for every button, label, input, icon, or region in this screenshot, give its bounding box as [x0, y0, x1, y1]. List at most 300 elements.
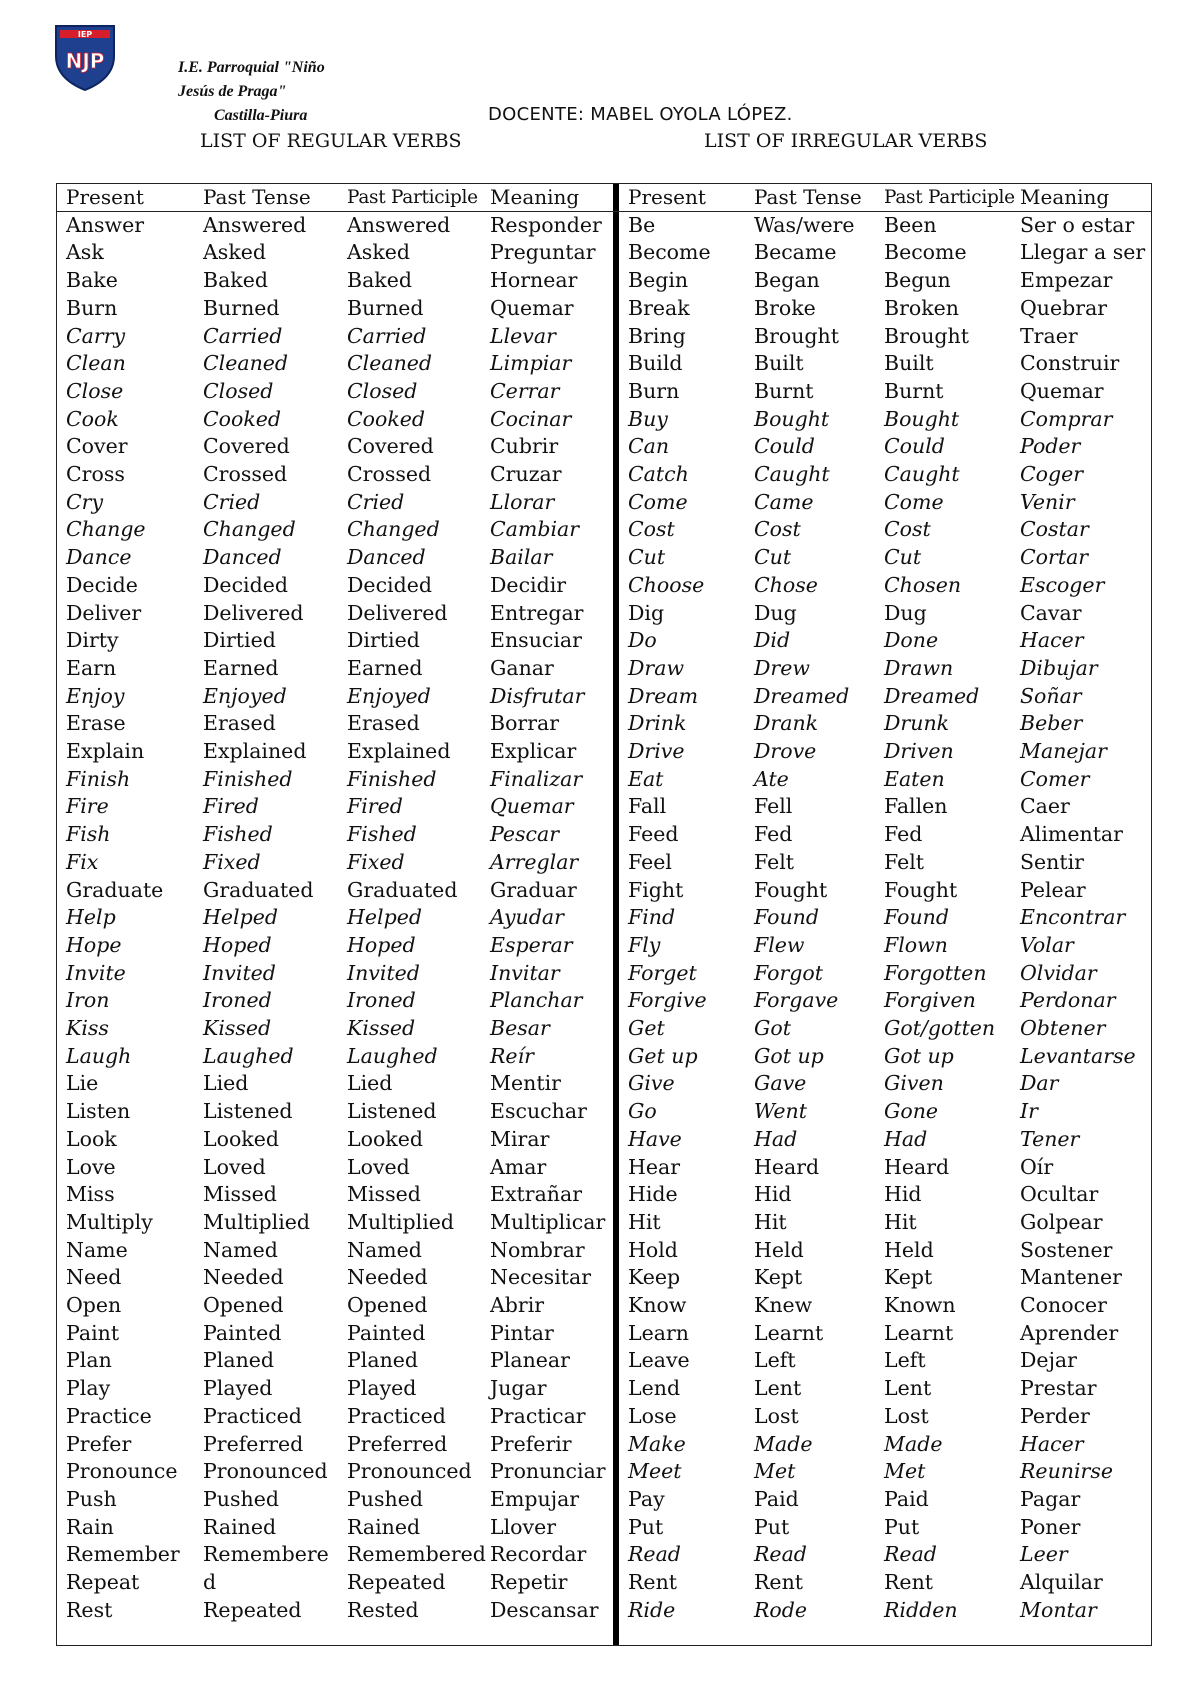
irregular-meaning-cell: Caer: [1020, 794, 1070, 819]
regular-past-participle-cell: Graduated: [347, 877, 458, 902]
regular-meaning-cell: Repetir: [490, 1570, 568, 1594]
regular-past-participle-cell: Enjoyed: [347, 683, 431, 708]
irregular-past-tense-cell: Paid: [754, 1486, 799, 1511]
regular-present-cell: Invite: [66, 960, 126, 985]
irregular-present-cell: Ride: [628, 1597, 676, 1622]
regular-present-cell: Cross: [66, 462, 125, 486]
regular-present-cell: Dirty: [66, 628, 119, 653]
regular-meaning-cell: Mirar: [490, 1126, 550, 1151]
irregular-past-tense-cell: Got: [754, 1016, 791, 1040]
regular-present-cell: Multiply: [66, 1209, 153, 1234]
irregular-past-participle-cell: Drawn: [884, 655, 954, 680]
irregular-past-participle-cell: Read: [884, 1542, 937, 1567]
table-row: [57, 267, 1151, 295]
irregular-past-tense-cell: Hid: [754, 1182, 792, 1207]
table-row: [57, 1209, 1151, 1237]
regular-past-participle-cell: Burned: [347, 295, 424, 320]
regular-past-participle-cell: Pushed: [347, 1486, 423, 1511]
irregular-past-tense-cell: Bought: [754, 406, 830, 431]
irregular-past-tense-cell: Cost: [754, 517, 801, 542]
regular-past-tense-cell: Cleaned: [203, 351, 289, 376]
regular-meaning-cell: Esperar: [490, 932, 573, 957]
regular-past-tense-cell: Hoped: [203, 932, 272, 957]
regular-past-tense-cell: Practiced: [203, 1403, 302, 1428]
regular-meaning-cell: Llevar: [490, 323, 556, 348]
regular-past-tense-cell: Cooked: [203, 406, 282, 431]
regular-past-participle-cell: Needed: [347, 1265, 428, 1290]
school-logo: [50, 22, 360, 124]
irregular-meaning-cell: Llegar a ser: [1020, 240, 1146, 265]
irregular-past-participle-cell: Made: [884, 1431, 943, 1456]
regular-past-tense-cell: Loved: [203, 1154, 266, 1179]
irregular-past-tense-cell: Burnt: [754, 378, 814, 403]
school-name-line2: Castilla-Piura: [214, 107, 308, 124]
regular-meaning-cell: Hornear: [490, 268, 578, 293]
regular-past-tense-cell: Preferred: [203, 1431, 304, 1456]
irregular-past-participle-cell: Brought: [884, 323, 969, 348]
irregular-present-cell: Drink: [628, 711, 687, 736]
regular-present-cell: Name: [66, 1237, 128, 1262]
table-row: [57, 987, 1151, 1015]
regular-meaning-cell: Cocinar: [490, 406, 572, 431]
regular-meaning-cell: Ensuciar: [490, 628, 582, 653]
irregular-meaning-cell: Dejar: [1020, 1348, 1077, 1373]
regular-past-participle-cell: Cooked: [347, 406, 426, 431]
irregular-present-cell: Hide: [628, 1182, 678, 1207]
regular-past-participle-cell: Asked: [347, 240, 411, 265]
regular-past-tense-cell: Erased: [203, 711, 276, 736]
regular-past-tense-cell: Named: [203, 1237, 278, 1262]
irregular-meaning-cell: Levantarse: [1020, 1043, 1136, 1068]
irregular-past-participle-cell: Held: [884, 1237, 934, 1262]
irregular-meaning-cell: Hacer: [1020, 1431, 1084, 1456]
table-row: [57, 1403, 1151, 1431]
regular-past-tense-cell: Baked: [203, 268, 268, 293]
irregular-present-cell: Cost: [628, 517, 675, 542]
irregular-present-cell: Drive: [628, 739, 685, 763]
regular-present-cell: Love: [66, 1154, 116, 1179]
irregular-past-tense-cell: Drew: [754, 655, 810, 680]
irregular-past-tense-cell: Did: [754, 628, 791, 653]
logo-top-letters: IEP: [77, 30, 93, 39]
irregular-past-tense-cell: Fed: [754, 822, 793, 847]
regular-past-participle-cell: Kissed: [347, 1016, 416, 1040]
regular-past-participle-cell: Invited: [347, 960, 420, 985]
table-row: [57, 1043, 1151, 1071]
regular-meaning-cell: Pronunciar: [490, 1459, 606, 1484]
irregular-meaning-cell: Escoger: [1020, 572, 1105, 597]
regular-past-tense-cell: Enjoyed: [203, 683, 287, 708]
regular-meaning-cell: Cambiar: [490, 517, 580, 542]
irregular-past-tense-cell: Read: [754, 1542, 807, 1567]
regular-past-tense-cell: Helped: [203, 905, 278, 930]
regular-past-participle-cell: Looked: [347, 1126, 423, 1151]
irregular-meaning-cell: Poner: [1020, 1514, 1081, 1539]
irregular-meaning-cell: Venir: [1020, 489, 1075, 514]
regular-present-cell: Cry: [66, 489, 104, 514]
regular-past-participle-cell: Delivered: [347, 600, 448, 625]
irregular-meaning-cell: Montar: [1020, 1597, 1097, 1622]
regular-past-participle-cell: Lied: [347, 1071, 393, 1096]
regular-present-cell: Decide: [66, 572, 138, 597]
regular-past-participle-cell: Earned: [347, 655, 423, 680]
irregular-past-participle-cell: Come: [884, 489, 944, 514]
irregular-present-cell: Read: [628, 1542, 681, 1567]
irregular-meaning-cell: Sostener: [1020, 1237, 1113, 1262]
regular-meaning-cell: Amar: [490, 1154, 547, 1179]
irregular-past-participle-cell: Been: [884, 212, 937, 237]
regular-verbs-title: LIST OF REGULAR VERBS: [200, 130, 462, 152]
irregular-past-participle-cell: Forgotten: [884, 960, 987, 985]
regular-past-participle-cell: Laughed: [347, 1043, 438, 1068]
regular-past-tense-cell: Carried: [203, 323, 283, 348]
regular-past-tense-cell: Finished: [203, 766, 293, 791]
regular-present-cell: Play: [66, 1376, 111, 1401]
regular-past-participle-cell: Opened: [347, 1293, 428, 1317]
regular-meaning-cell: Quemar: [490, 295, 574, 320]
irregular-past-tense-cell: Fought: [754, 877, 828, 902]
irregular-past-participle-cell: Drunk: [884, 711, 950, 736]
regular-present-cell: Enjoy: [66, 683, 125, 708]
regular-past-tense-cell: Pushed: [203, 1486, 279, 1511]
regular-past-participle-cell: Dirtied: [347, 628, 420, 653]
irregular-present-cell: Put: [628, 1514, 664, 1539]
regular-present-cell: Open: [66, 1293, 122, 1317]
irregular-meaning-cell: Hacer: [1020, 628, 1084, 653]
irregular-past-tense-cell: Dreamed: [754, 683, 850, 708]
irregular-meaning-cell: Oír: [1020, 1154, 1054, 1179]
irregular-past-participle-cell: Rent: [884, 1570, 934, 1594]
regular-present-cell: Cover: [66, 434, 128, 459]
irregular-present-cell: Hit: [628, 1209, 661, 1234]
regular-meaning-cell: Cerrar: [490, 378, 560, 403]
regular-meaning-cell: Practicar: [490, 1403, 586, 1428]
header-regular-present: Present: [66, 185, 144, 209]
irregular-meaning-cell: Encontrar: [1020, 905, 1126, 930]
regular-past-participle-cell: Repeated: [347, 1570, 446, 1594]
regular-past-tense-cell: Repeated: [203, 1597, 302, 1622]
irregular-present-cell: Get up: [628, 1043, 698, 1068]
irregular-past-participle-cell: Flown: [884, 932, 948, 957]
table-row: [57, 849, 1151, 877]
irregular-past-participle-cell: Eaten: [884, 766, 945, 791]
irregular-meaning-cell: Construir: [1020, 351, 1120, 376]
regular-past-tense-cell: Answered: [203, 212, 307, 237]
regular-past-participle-cell: Preferred: [347, 1431, 448, 1456]
regular-meaning-cell: Jugar: [490, 1376, 547, 1401]
regular-present-cell: Repeat: [66, 1570, 140, 1594]
regular-past-participle-cell: Listened: [347, 1099, 437, 1124]
irregular-meaning-cell: Perdonar: [1020, 988, 1116, 1013]
irregular-past-participle-cell: Hid: [884, 1182, 922, 1207]
irregular-past-tense-cell: Gave: [754, 1071, 807, 1096]
regular-meaning-cell: Planchar: [490, 988, 583, 1013]
regular-meaning-cell: Arreglar: [490, 849, 579, 874]
irregular-present-cell: Draw: [628, 655, 685, 680]
irregular-past-tense-cell: Could: [754, 434, 815, 459]
shield-icon: [50, 22, 120, 92]
irregular-past-participle-cell: Begun: [884, 268, 951, 293]
regular-past-tense-cell: Looked: [203, 1126, 279, 1151]
table-row: [57, 1237, 1151, 1265]
regular-past-tense-cell: Changed: [203, 517, 296, 542]
irregular-past-participle-cell: Driven: [884, 739, 954, 763]
regular-past-participle-cell: Erased: [347, 711, 420, 736]
table-row: [57, 821, 1151, 849]
irregular-past-participle-cell: Cost: [884, 517, 931, 542]
irregular-past-participle-cell: Heard: [884, 1154, 950, 1179]
irregular-past-participle-cell: Caught: [884, 462, 960, 486]
irregular-past-participle-cell: Got/gotten: [884, 1016, 996, 1040]
irregular-meaning-cell: Alquilar: [1020, 1570, 1103, 1594]
irregular-past-tense-cell: Felt: [754, 849, 795, 874]
regular-meaning-cell: Necesitar: [490, 1265, 592, 1290]
regular-past-participle-cell: Danced: [347, 545, 426, 570]
irregular-past-tense-cell: Knew: [754, 1293, 813, 1317]
regular-present-cell: Rest: [66, 1597, 113, 1622]
irregular-past-participle-cell: Left: [884, 1348, 926, 1373]
irregular-present-cell: Hear: [628, 1154, 681, 1179]
regular-meaning-cell: Preguntar: [490, 240, 596, 265]
irregular-past-participle-cell: Had: [884, 1126, 928, 1151]
regular-present-cell: Practice: [66, 1403, 152, 1428]
irregular-past-tense-cell: Brought: [754, 323, 839, 348]
regular-past-participle-cell: Finished: [347, 766, 437, 791]
irregular-meaning-cell: Perder: [1020, 1403, 1090, 1428]
irregular-meaning-cell: Costar: [1020, 517, 1089, 542]
irregular-present-cell: Fight: [628, 877, 684, 902]
regular-meaning-cell: Planear: [490, 1348, 570, 1373]
table-row: [57, 1098, 1151, 1126]
regular-meaning-cell: Bailar: [490, 545, 553, 570]
irregular-present-cell: Feel: [628, 849, 672, 874]
irregular-present-cell: Become: [628, 240, 711, 265]
irregular-past-participle-cell: Fed: [884, 822, 923, 847]
regular-past-tense-cell: Listened: [203, 1099, 293, 1124]
table-row: [57, 516, 1151, 544]
irregular-past-participle-cell: Paid: [884, 1486, 929, 1511]
irregular-past-tense-cell: Broke: [754, 295, 816, 320]
regular-past-participle-cell: Loved: [347, 1154, 410, 1179]
regular-past-tense-cell: Burned: [203, 295, 280, 320]
regular-present-cell: Remember: [66, 1542, 180, 1567]
irregular-past-participle-cell: Known: [884, 1293, 956, 1317]
table-row: [57, 960, 1151, 988]
regular-past-participle-cell: Pronounced: [347, 1459, 472, 1484]
regular-past-tense-cell: Opened: [203, 1293, 284, 1317]
regular-past-participle-cell: Planed: [347, 1348, 419, 1373]
irregular-meaning-cell: Reunirse: [1020, 1459, 1113, 1484]
regular-present-cell: Plan: [66, 1348, 112, 1373]
regular-present-cell: Explain: [66, 739, 145, 763]
irregular-past-participle-cell: Fought: [884, 877, 958, 902]
regular-past-participle-cell: Cleaned: [347, 351, 433, 376]
irregular-past-participle-cell: Dreamed: [884, 683, 980, 708]
regular-present-cell: Look: [66, 1126, 117, 1151]
regular-present-cell: Iron: [66, 988, 110, 1013]
table-row: [57, 1458, 1151, 1486]
irregular-past-tense-cell: Lost: [754, 1403, 799, 1428]
regular-present-cell: Push: [66, 1486, 117, 1511]
table-row: [57, 1486, 1151, 1514]
irregular-past-participle-cell: Forgiven: [884, 988, 976, 1013]
irregular-present-cell: Fall: [628, 794, 667, 819]
regular-meaning-cell: Finalizar: [490, 766, 583, 791]
regular-present-cell: Pronounce: [66, 1459, 178, 1484]
regular-past-participle-cell: Covered: [347, 434, 434, 459]
regular-present-cell: Earn: [66, 655, 117, 680]
regular-meaning-cell: Recordar: [490, 1542, 587, 1567]
regular-meaning-cell: Cubrir: [490, 434, 559, 459]
regular-past-tense-cell: Lied: [203, 1071, 249, 1096]
irregular-past-participle-cell: Bought: [884, 406, 960, 431]
table-row: [57, 406, 1151, 434]
irregular-meaning-cell: Alimentar: [1020, 822, 1123, 847]
regular-past-tense-cell: Cried: [203, 489, 261, 514]
regular-past-tense-cell: Decided: [203, 572, 288, 597]
irregular-present-cell: Meet: [628, 1459, 682, 1484]
regular-past-tense-cell: d: [203, 1570, 217, 1594]
irregular-present-cell: Cut: [628, 545, 666, 570]
regular-present-cell: Fix: [66, 849, 99, 874]
irregular-meaning-cell: Pagar: [1020, 1486, 1081, 1511]
regular-present-cell: Fire: [66, 794, 109, 819]
regular-past-participle-cell: Practiced: [347, 1403, 446, 1428]
table-row: [57, 1431, 1151, 1459]
regular-meaning-cell: Responder: [490, 212, 602, 237]
irregular-meaning-cell: Comer: [1020, 766, 1090, 791]
irregular-present-cell: Begin: [628, 268, 689, 293]
regular-past-participle-cell: Baked: [347, 268, 412, 293]
regular-present-cell: Burn: [66, 295, 118, 320]
header-irregular-past-tense: Past Tense: [754, 185, 862, 209]
irregular-past-participle-cell: Could: [884, 434, 945, 459]
irregular-past-tense-cell: Became: [754, 240, 837, 265]
irregular-past-participle-cell: Done: [884, 628, 939, 653]
irregular-past-tense-cell: Drove: [754, 739, 817, 763]
table-row: [57, 710, 1151, 738]
irregular-meaning-cell: Poder: [1020, 434, 1081, 459]
regular-meaning-cell: Cruzar: [490, 462, 562, 486]
irregular-present-cell: Dig: [628, 600, 665, 625]
regular-past-participle-cell: Crossed: [347, 462, 432, 486]
header-regular-past-participle: Past Participle: [347, 187, 478, 208]
school-name: [178, 56, 360, 128]
table-row: [57, 572, 1151, 600]
regular-present-cell: Rain: [66, 1514, 114, 1539]
irregular-past-tense-cell: Left: [754, 1348, 796, 1373]
irregular-past-tense-cell: Got up: [754, 1043, 824, 1068]
irregular-meaning-cell: Ocultar: [1020, 1182, 1099, 1207]
regular-present-cell: Cook: [66, 406, 119, 431]
regular-past-tense-cell: Painted: [203, 1320, 282, 1345]
irregular-past-tense-cell: Put: [754, 1514, 790, 1539]
irregular-present-cell: Give: [628, 1071, 675, 1096]
table-row: [57, 212, 1151, 240]
irregular-meaning-cell: Cortar: [1020, 545, 1089, 570]
table-row: [57, 350, 1151, 378]
column-headers: [57, 184, 1151, 212]
irregular-past-tense-cell: Dug: [754, 600, 797, 625]
table-row: [57, 600, 1151, 628]
regular-meaning-cell: Explicar: [490, 739, 577, 763]
regular-past-tense-cell: Rained: [203, 1514, 277, 1539]
irregular-present-cell: Lend: [628, 1376, 681, 1401]
irregular-past-tense-cell: Fell: [754, 794, 793, 819]
irregular-meaning-cell: Cavar: [1020, 600, 1082, 625]
table-row: [57, 1264, 1151, 1292]
irregular-past-participle-cell: Dug: [884, 600, 927, 625]
table-row: [57, 1597, 1151, 1625]
irregular-past-tense-cell: Met: [754, 1459, 796, 1484]
regular-past-participle-cell: Played: [347, 1376, 417, 1401]
irregular-past-tense-cell: Held: [754, 1237, 804, 1262]
table-row: [57, 1541, 1151, 1569]
regular-meaning-cell: Llover: [490, 1514, 557, 1539]
irregular-past-participle-cell: Found: [884, 905, 949, 930]
irregular-past-participle-cell: Built: [884, 351, 934, 376]
irregular-present-cell: Go: [628, 1099, 657, 1124]
regular-past-participle-cell: Closed: [347, 378, 418, 403]
regular-past-participle-cell: Helped: [347, 905, 422, 930]
irregular-meaning-cell: Manejar: [1020, 739, 1107, 763]
irregular-present-cell: Build: [628, 351, 683, 376]
verb-table: [56, 183, 1152, 1646]
irregular-present-cell: Break: [628, 295, 690, 320]
regular-present-cell: Change: [66, 517, 146, 542]
irregular-past-tense-cell: Was/were: [754, 212, 855, 237]
irregular-present-cell: Dream: [628, 683, 699, 708]
irregular-meaning-cell: Sentir: [1020, 849, 1084, 874]
irregular-meaning-cell: Mantener: [1020, 1265, 1122, 1290]
regular-meaning-cell: Borrar: [490, 711, 560, 736]
table-row: [57, 655, 1151, 683]
irregular-meaning-cell: Dar: [1020, 1071, 1059, 1096]
irregular-meaning-cell: Pelear: [1020, 877, 1086, 902]
regular-present-cell: Need: [66, 1265, 122, 1290]
regular-meaning-cell: Ayudar: [490, 905, 564, 930]
irregular-present-cell: Be: [628, 212, 656, 237]
irregular-present-cell: Bring: [628, 323, 686, 348]
irregular-present-cell: Eat: [628, 766, 664, 791]
irregular-present-cell: Catch: [628, 462, 689, 486]
regular-present-cell: Answer: [66, 212, 145, 237]
irregular-meaning-cell: Prestar: [1020, 1376, 1097, 1401]
irregular-past-participle-cell: Kept: [884, 1265, 933, 1290]
irregular-past-participle-cell: Learnt: [884, 1320, 954, 1345]
irregular-meaning-cell: Beber: [1020, 711, 1083, 736]
irregular-past-tense-cell: Rode: [754, 1597, 808, 1622]
irregular-past-tense-cell: Caught: [754, 462, 830, 486]
table-row: [57, 1015, 1151, 1043]
irregular-past-tense-cell: Drank: [754, 711, 819, 736]
regular-past-participle-cell: Hoped: [347, 932, 416, 957]
regular-meaning-cell: Llorar: [490, 489, 555, 514]
irregular-past-tense-cell: Forgot: [754, 960, 823, 985]
irregular-present-cell: Buy: [628, 406, 668, 431]
regular-past-participle-cell: Carried: [347, 323, 427, 348]
regular-past-tense-cell: Graduated: [203, 877, 314, 902]
regular-past-tense-cell: Pronounced: [203, 1459, 328, 1484]
irregular-meaning-cell: Aprender: [1020, 1320, 1119, 1345]
regular-past-participle-cell: Fixed: [347, 849, 405, 874]
irregular-meaning-cell: Ir: [1020, 1099, 1038, 1124]
header-irregular-meaning: Meaning: [1020, 185, 1110, 209]
regular-meaning-cell: Mentir: [490, 1071, 561, 1096]
regular-past-participle-cell: Named: [347, 1237, 422, 1262]
table-row: [57, 877, 1151, 905]
regular-present-cell: Finish: [66, 766, 131, 791]
